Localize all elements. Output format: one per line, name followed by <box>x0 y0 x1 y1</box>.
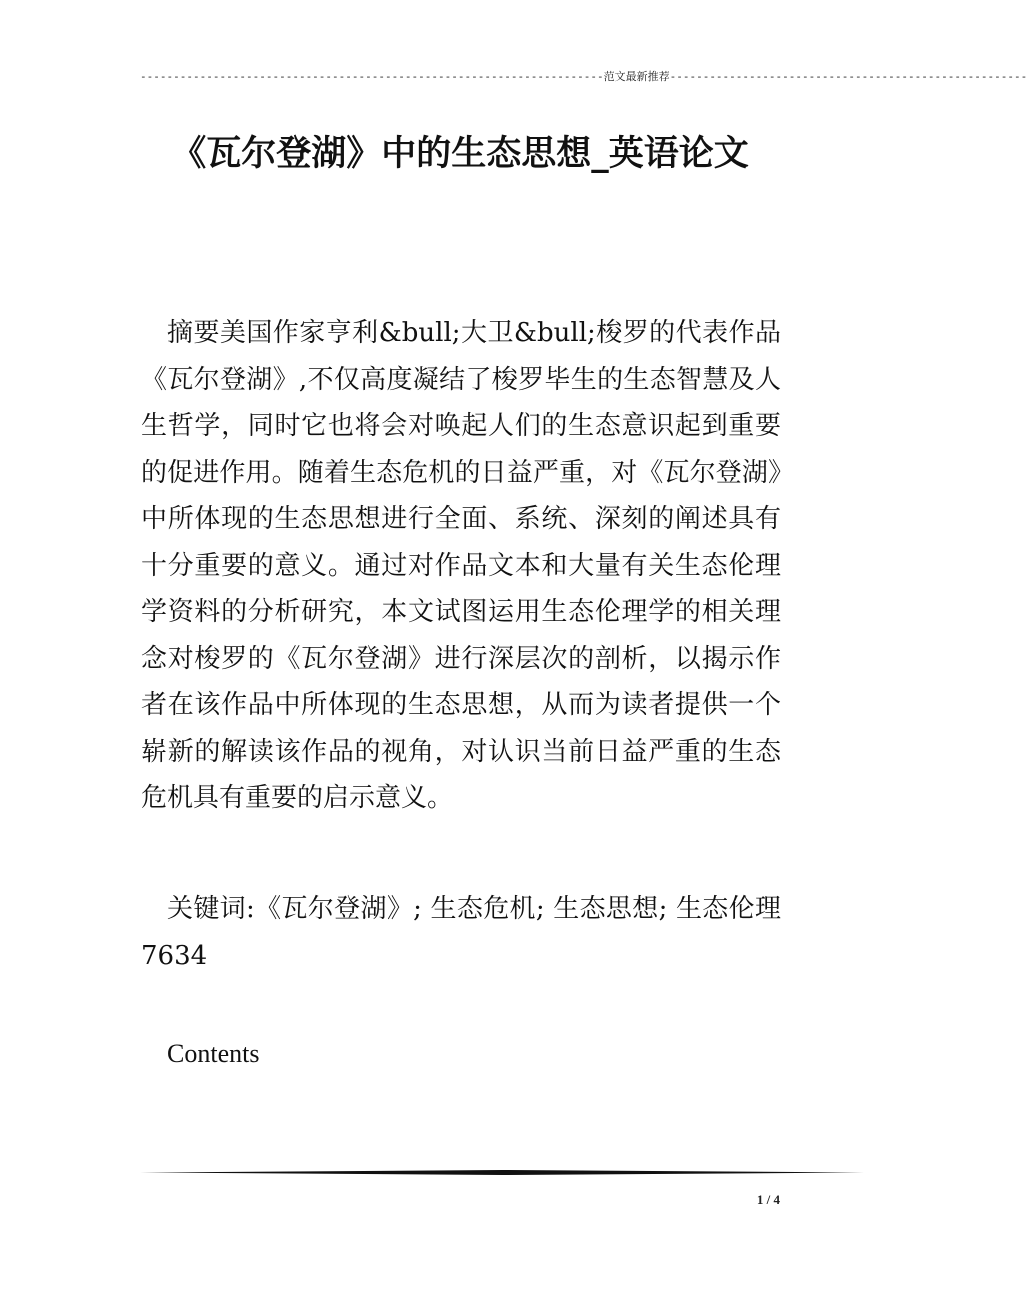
abstract-paragraph: 摘要美国作家亨利&bull;大卫&bull;梭罗的代表作品《瓦尔登湖》,不仅高度凝结了梭罗毕生的生态智慧及人生哲学，同时它也将会对唤起人们的生态意识起到重要的促进作用。随着生态危机的日益严重，对《瓦尔登湖》中所体现的生态思想进行全面、系统、深刻的阐述具有十分重要的意义。通过对作品文本和大量有关生态伦理学资料的分析研究，本文试图运用生态伦理学的相关理念对梭罗的《瓦尔登湖》进行深层次的剖析，以揭示作者在该作品中所体现的生态思想，从而为读者提供一个崭新的解读该作品的视角，对认识当前日益严重的生态危机具有重要的启示意义。 <box>141 318 781 813</box>
document-title: 《瓦尔登湖》中的生态思想_英语论文 <box>171 133 749 174</box>
page-header: ----------------------------------------------------------------------范文最新推荐------------------------------------------------------ <box>140 70 1027 83</box>
page-number: 1 / 4 <box>756 1192 780 1207</box>
footer-divider <box>140 1170 864 1175</box>
contents-heading: Contents <box>167 1039 260 1068</box>
keywords-paragraph: 关键词:《瓦尔登湖》; 生态危机; 生态思想; 生态伦理 7634 <box>141 894 781 971</box>
